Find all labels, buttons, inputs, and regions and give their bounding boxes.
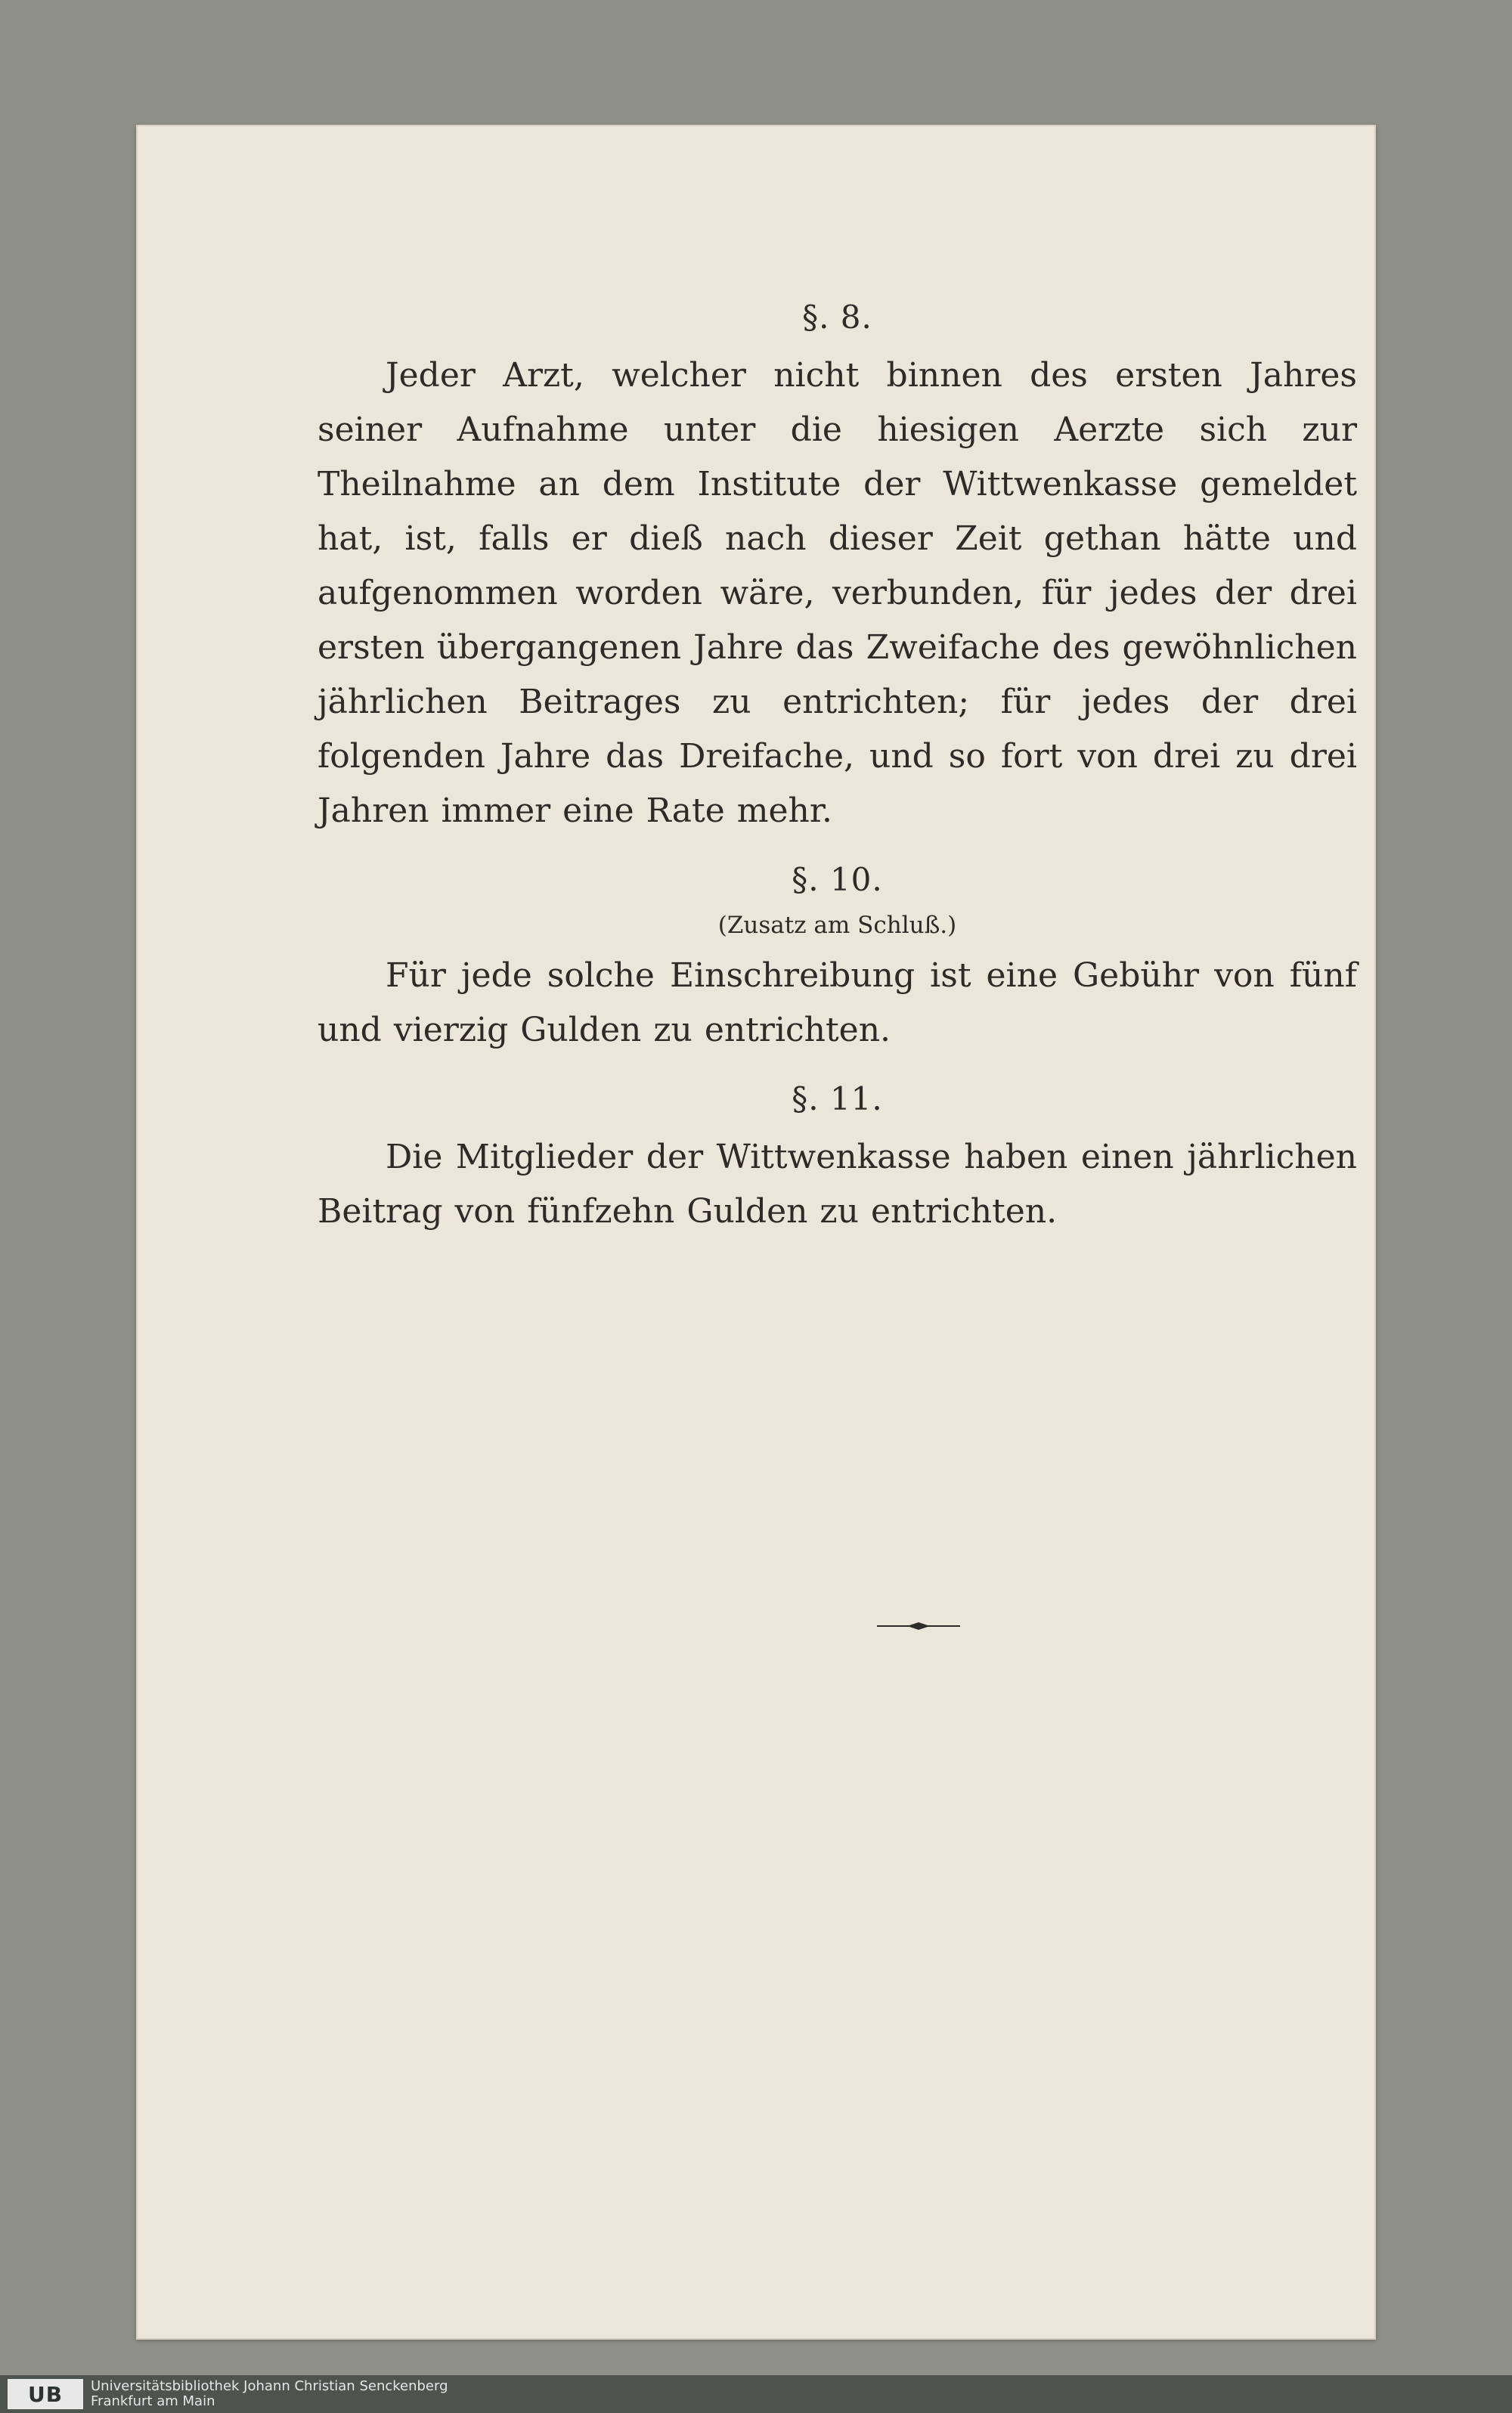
section-8-body: Jeder Arzt, welcher nicht binnen des ersten Jahres seiner Aufnahme unter die hiesigen Aerzte sich zur Theilnahme an dem Institute der Wittwenkasse gemeldet hat, ist, falls er dieß nach dieser Zeit gethan hätte und aufgenommen worden wäre, verbunden, für jedes der drei ersten übergangenen Jahre das Zweifache des gewöhnlichen jährlichen Beitrages zu entrichten; für jedes der drei folgenden Jahre das Dreifache, und so fort von drei zu drei Jahren immer eine Rate mehr. bbox=[318, 356, 1357, 831]
section-10-subtitle: (Zusatz am Schluß.) bbox=[717, 911, 957, 939]
section-11-title: §. 11. bbox=[792, 1080, 883, 1117]
footer-text bbox=[91, 2379, 448, 2409]
section-11-body: Die Mitglieder der Wittwenkasse haben einen jährlichen Beitrag von fünfzehn Gulden zu entrichten. bbox=[318, 1138, 1357, 1231]
ornament-divider-icon bbox=[877, 1622, 960, 1631]
text-block bbox=[318, 299, 1357, 1262]
library-logo: UB bbox=[8, 2379, 83, 2409]
section-10-title: §. 10. bbox=[792, 861, 883, 899]
footer-line-2: Frankfurt am Main bbox=[91, 2393, 215, 2409]
footer-bar bbox=[0, 2375, 1512, 2413]
document-page bbox=[136, 125, 1376, 2340]
section-8-title: §. 8. bbox=[802, 299, 872, 336]
section-10-body: Für jede solche Einschreibung ist eine Gebühr von fünf und vierzig Gulden zu entrichten. bbox=[318, 956, 1357, 1049]
footer-line-1: Universitätsbibliothek Johann Christian Senckenberg bbox=[91, 2378, 448, 2394]
